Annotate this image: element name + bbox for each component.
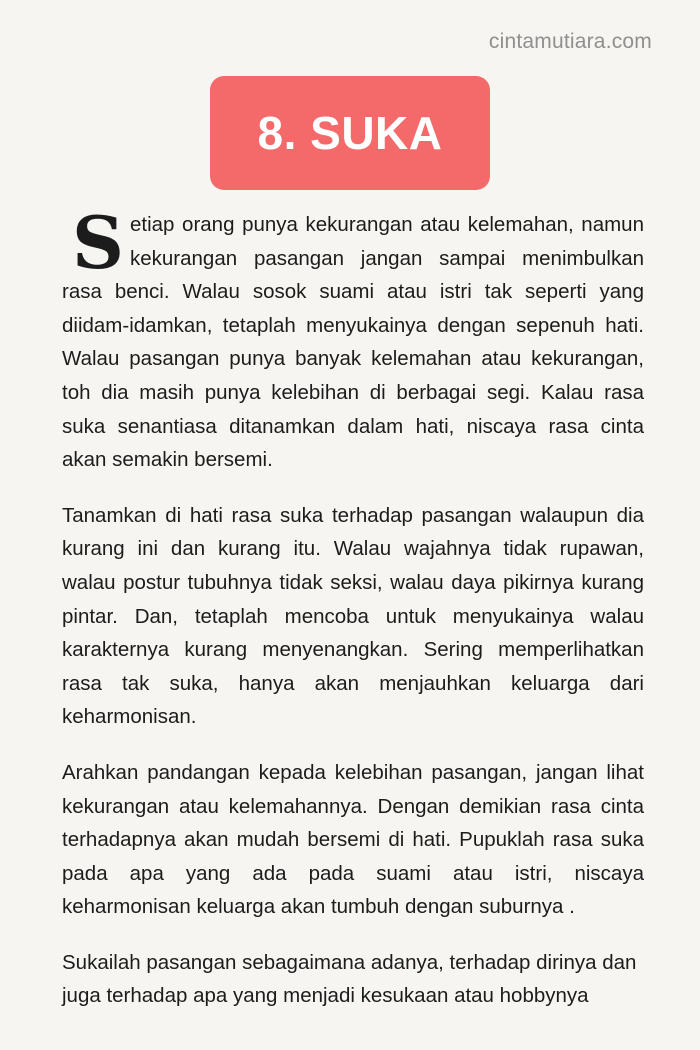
paragraph-1 bbox=[62, 200, 644, 477]
drop-cap: S bbox=[72, 200, 124, 285]
paragraph-1-text: etiap orang punya kekurangan atau kelemahan, namun kekurangan pasangan jangan sampai menimbulkan rasa benci. Walau sosok suami atau istri tak seperti yang diidam-idamkan, tetaplah menyukainya dengan sepenuh hati. Walau pasangan punya banyak kelemahan atau kekurangan, toh dia masih punya kelebihan di berbagai segi. Kalau rasa suka senantiasa ditanamkan dalam hati, niscaya rasa cinta akan semakin bersemi. bbox=[62, 213, 644, 472]
paragraph-2: Tanamkan di hati rasa suka terhadap pasangan walaupun dia kurang ini dan kurang itu. Walau wajahnya tidak rupawan, walau postur tubuhnya tidak seksi, walau daya pikirnya kurang pintar. Dan, tetaplah mencoba untuk menyukainya walau karakternya kurang menyenangkan. Sering memperlihatkan rasa tak suka, hanya akan menjauhkan keluarga dari keharmonisan. bbox=[62, 503, 644, 729]
article-body bbox=[62, 200, 644, 1035]
page-title: 8. SUKA bbox=[257, 107, 443, 159]
title-banner bbox=[210, 76, 490, 190]
watermark: cintamutiara.com bbox=[488, 30, 652, 53]
paragraph-3: Arahkan pandangan kepada kelebihan pasangan, jangan lihat kekurangan atau kelemahannya. Dengan demikian rasa cinta terhadapnya akan mudah bersemi di hati. Pupuklah rasa suka pada apa yang ada pada suami atau istri, niscaya keharmonisan keluarga akan tumbuh dengan suburnya . bbox=[62, 760, 644, 919]
paragraph-4: Sukailah pasangan sebagaimana adanya, terhadap dirinya dan juga terhadap apa yang menjadi kesukaan atau hobbynya bbox=[62, 950, 637, 1008]
